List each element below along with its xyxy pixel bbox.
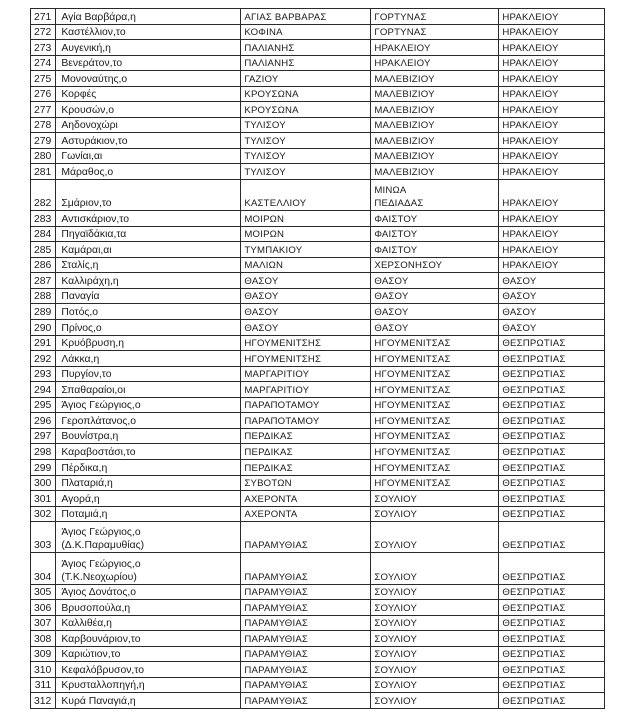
settlement-name-cell-line-1: Άγιος Γεώργιος,ο (61, 527, 141, 539)
community-cell: ΠΕΡΔΙΚΑΣ (241, 428, 371, 444)
row-number-cell: 298 (31, 444, 56, 460)
row-number-cell: 301 (31, 491, 56, 507)
community-cell: ΚΑΣΤΕΛΛΙΟΥ (241, 180, 371, 211)
row-number-cell: 272 (31, 24, 56, 40)
regional-unit-cell: ΘΕΣΠΡΩΤΙΑΣ (499, 366, 605, 382)
table-row (31, 55, 605, 71)
row-number-cell: 281 (31, 164, 56, 180)
table-row (31, 413, 605, 429)
community-cell: ΠΕΡΔΙΚΑΣ (241, 459, 371, 475)
settlement-name-cell: Πλαταριά,η (56, 475, 241, 491)
community-cell: ΑΓΙΑΣ ΒΑΡΒΑΡΑΣ (241, 9, 371, 25)
community-cell: ΤΥΛΙΣΟΥ (241, 133, 371, 149)
community-cell: ΠΑΛΙΑΝΗΣ (241, 55, 371, 71)
row-number-cell: 302 (31, 506, 56, 522)
settlement-name-cell: Γωνίαι,αι (56, 148, 241, 164)
row-number-cell: 277 (31, 102, 56, 118)
settlement-name-cell: Αστυράκιον,το (56, 133, 241, 149)
municipality-cell: ΘΑΣΟΥ (371, 273, 499, 289)
community-cell: ΚΟΦΙΝΑ (241, 24, 371, 40)
community-cell: ΠΑΡΑΜΥΘΙΑΣ (241, 615, 371, 631)
municipality-cell: ΣΟΥΛΙΟΥ (371, 584, 499, 600)
regional-unit-cell: ΘΕΣΠΡΩΤΙΑΣ (499, 646, 605, 662)
regional-unit-cell: ΘΕΣΠΡΩΤΙΑΣ (499, 459, 605, 475)
settlement-name-cell: Λάκκα,η (56, 351, 241, 367)
regional-unit-cell: ΗΡΑΚΛΕΙΟΥ (499, 148, 605, 164)
regional-unit-cell: ΘΕΣΠΡΩΤΙΑΣ (499, 600, 605, 616)
row-number-cell: 310 (31, 662, 56, 678)
table-row (31, 351, 605, 367)
row-number-cell: 291 (31, 335, 56, 351)
row-number-cell: 292 (31, 351, 56, 367)
municipality-cell: ΜΑΛΕΒΙΖΙΟΥ (371, 102, 499, 118)
settlement-name-cell: Καραβοστάσι,το (56, 444, 241, 460)
regional-unit-cell: ΘΕΣΠΡΩΤΙΑΣ (499, 382, 605, 398)
municipality-cell: ΜΑΛΕΒΙΖΙΟΥ (371, 117, 499, 133)
table-row (31, 491, 605, 507)
regional-unit-cell: ΘΕΣΠΡΩΤΙΑΣ (499, 553, 605, 584)
regional-unit-cell: ΗΡΑΚΛΕΙΟΥ (499, 257, 605, 273)
municipality-cell: ΗΓΟΥΜΕΝΙΤΣΑΣ (371, 366, 499, 382)
settlement-name-cell-line-1: Άγιος Γεώργιος,ο (61, 558, 141, 570)
municipality-cell: ΦΑΙΣΤΟΥ (371, 226, 499, 242)
municipality-cell: ΣΟΥΛΙΟΥ (371, 693, 499, 709)
table-row (31, 288, 605, 304)
settlement-name-cell-line-2: (Τ.Κ.Νεοχωρίου) (61, 571, 137, 583)
community-cell: ΗΓΟΥΜΕΝΙΤΣΗΣ (241, 351, 371, 367)
table-row (31, 335, 605, 351)
regional-unit-cell: ΗΡΑΚΛΕΙΟΥ (499, 86, 605, 102)
row-number-cell: 285 (31, 242, 56, 258)
table-row (31, 211, 605, 227)
settlement-name-cell: Παναγία (56, 288, 241, 304)
table-row (31, 584, 605, 600)
settlement-name-cell: Πέρδικα,η (56, 459, 241, 475)
municipality-cell: ΣΟΥΛΙΟΥ (371, 506, 499, 522)
settlement-name-cell: Σταλίς,η (56, 257, 241, 273)
row-number-cell: 280 (31, 148, 56, 164)
table-row (31, 366, 605, 382)
community-cell: ΠΑΡΑΠΟΤΑΜΟΥ (241, 413, 371, 429)
table-body (31, 9, 605, 709)
settlement-name-cell: Αντισκάριον,το (56, 211, 241, 227)
municipality-cell: ΗΓΟΥΜΕΝΙΤΣΑΣ (371, 397, 499, 413)
municipality-cell: ΜΑΛΕΒΙΖΙΟΥ (371, 164, 499, 180)
community-cell: ΠΑΡΑΠΟΤΑΜΟΥ (241, 397, 371, 413)
community-cell: ΗΓΟΥΜΕΝΙΤΣΗΣ (241, 335, 371, 351)
table-row (31, 86, 605, 102)
regional-unit-cell: ΘΕΣΠΡΩΤΙΑΣ (499, 631, 605, 647)
settlement-name-cell: Κρυόβρυση,η (56, 335, 241, 351)
settlement-name-cell: Αγορά,η (56, 491, 241, 507)
settlement-name-cell: Κυρά Παναγιά,η (56, 693, 241, 709)
table-row (31, 117, 605, 133)
municipality-cell: ΓΟΡΤΥΝΑΣ (371, 9, 499, 25)
table-row (31, 506, 605, 522)
municipality-cell: ΜΑΛΕΒΙΖΙΟΥ (371, 86, 499, 102)
table-row (31, 180, 605, 211)
municipality-cell: ΦΑΙΣΤΟΥ (371, 242, 499, 258)
table-row (31, 273, 605, 289)
row-number-cell: 271 (31, 9, 56, 25)
municipality-cell: ΣΟΥΛΙΟΥ (371, 491, 499, 507)
settlement-name-cell: Πρίνος,ο (56, 320, 241, 336)
regional-unit-cell: ΗΡΑΚΛΕΙΟΥ (499, 117, 605, 133)
regional-unit-cell: ΘΕΣΠΡΩΤΙΑΣ (499, 491, 605, 507)
settlement-name-cell: Ποτός,ο (56, 304, 241, 320)
regional-unit-cell: ΘΕΣΠΡΩΤΙΑΣ (499, 413, 605, 429)
regional-unit-cell: ΘΕΣΠΡΩΤΙΑΣ (499, 444, 605, 460)
community-cell: ΣΥΒΟΤΩΝ (241, 475, 371, 491)
row-number-cell: 287 (31, 273, 56, 289)
settlement-name-cell (56, 553, 241, 584)
table-row (31, 304, 605, 320)
row-number-cell: 297 (31, 428, 56, 444)
settlement-name-cell: Καμάραι,αι (56, 242, 241, 258)
municipality-cell: ΣΟΥΛΙΟΥ (371, 677, 499, 693)
municipality-cell: ΣΟΥΛΙΟΥ (371, 600, 499, 616)
regional-unit-cell: ΗΡΑΚΛΕΙΟΥ (499, 55, 605, 71)
row-number-cell: 274 (31, 55, 56, 71)
row-number-cell: 293 (31, 366, 56, 382)
community-cell: ΚΡΟΥΣΩΝΑ (241, 86, 371, 102)
municipality-cell: ΘΑΣΟΥ (371, 304, 499, 320)
municipality-cell: ΣΟΥΛΙΟΥ (371, 615, 499, 631)
settlement-name-cell: Πυργίον,το (56, 366, 241, 382)
regional-unit-cell: ΘΕΣΠΡΩΤΙΑΣ (499, 335, 605, 351)
community-cell: ΘΑΣΟΥ (241, 273, 371, 289)
municipality-cell: ΗΓΟΥΜΕΝΙΤΣΑΣ (371, 444, 499, 460)
community-cell: ΠΑΡΑΜΥΘΙΑΣ (241, 693, 371, 709)
table-row (31, 257, 605, 273)
row-number-cell: 278 (31, 117, 56, 133)
community-cell: ΠΑΡΑΜΥΘΙΑΣ (241, 677, 371, 693)
regional-unit-cell: ΘΕΣΠΡΩΤΙΑΣ (499, 693, 605, 709)
settlement-name-cell: Γεροπλάτανος,ο (56, 413, 241, 429)
settlement-name-cell: Άγιος Γεώργιος,ο (56, 397, 241, 413)
municipality-cell: ΗΓΟΥΜΕΝΙΤΣΑΣ (371, 413, 499, 429)
row-number-cell: 311 (31, 677, 56, 693)
settlement-name-cell: Μάραθος,ο (56, 164, 241, 180)
community-cell: ΑΧΕΡΟΝΤΑ (241, 491, 371, 507)
table-row (31, 459, 605, 475)
municipality-cell: ΜΑΛΕΒΙΖΙΟΥ (371, 148, 499, 164)
municipality-cell: ΗΓΟΥΜΕΝΙΤΣΑΣ (371, 475, 499, 491)
settlement-name-cell: Πηγαϊδάκια,τα (56, 226, 241, 242)
community-cell: ΜΟΙΡΩΝ (241, 226, 371, 242)
municipality-cell: ΦΑΙΣΤΟΥ (371, 211, 499, 227)
table-row (31, 444, 605, 460)
municipality-cell: ΣΟΥΛΙΟΥ (371, 631, 499, 647)
regional-unit-cell: ΗΡΑΚΛΕΙΟΥ (499, 133, 605, 149)
row-number-cell: 312 (31, 693, 56, 709)
row-number-cell: 304 (31, 553, 56, 584)
municipality-cell: ΣΟΥΛΙΟΥ (371, 522, 499, 553)
municipality-cell: ΜΑΛΕΒΙΖΙΟΥ (371, 71, 499, 87)
community-cell: ΠΑΡΑΜΥΘΙΑΣ (241, 662, 371, 678)
table-row (31, 40, 605, 56)
community-cell: ΤΥΛΙΣΟΥ (241, 148, 371, 164)
settlements-table-container (30, 8, 605, 709)
settlement-name-cell: Βουνίστρα,η (56, 428, 241, 444)
table-row (31, 677, 605, 693)
settlement-name-cell (56, 522, 241, 553)
community-cell: ΜΑΡΓΑΡΙΤΙΟΥ (241, 382, 371, 398)
table-row (31, 662, 605, 678)
regional-unit-cell: ΗΡΑΚΛΕΙΟΥ (499, 180, 605, 211)
settlement-name-cell: Καρβουνάριον,το (56, 631, 241, 647)
community-cell: ΤΥΜΠΑΚΙΟΥ (241, 242, 371, 258)
row-number-cell: 303 (31, 522, 56, 553)
table-row (31, 102, 605, 118)
settlement-name-cell: Σμάριον,το (56, 180, 241, 211)
municipality-cell: ΓΟΡΤΥΝΑΣ (371, 24, 499, 40)
municipality-cell: ΗΓΟΥΜΕΝΙΤΣΑΣ (371, 335, 499, 351)
municipality-cell: ΗΡΑΚΛΕΙΟΥ (371, 55, 499, 71)
settlement-name-cell: Κρυσταλλοπηγή,η (56, 677, 241, 693)
table-row (31, 693, 605, 709)
table-row (31, 646, 605, 662)
settlements-table (30, 8, 605, 709)
regional-unit-cell: ΘΕΣΠΡΩΤΙΑΣ (499, 397, 605, 413)
municipality-cell: ΘΑΣΟΥ (371, 320, 499, 336)
community-cell: ΜΑΛΙΩΝ (241, 257, 371, 273)
settlement-name-cell: Μονοναύτης,ο (56, 71, 241, 87)
table-row (31, 553, 605, 584)
table-row (31, 133, 605, 149)
settlement-name-cell: Καριώτιον,το (56, 646, 241, 662)
community-cell: ΠΑΡΑΜΥΘΙΑΣ (241, 553, 371, 584)
table-row (31, 164, 605, 180)
municipality-cell: ΧΕΡΣΟΝΗΣΟΥ (371, 257, 499, 273)
regional-unit-cell: ΘΕΣΠΡΩΤΙΑΣ (499, 351, 605, 367)
row-number-cell: 284 (31, 226, 56, 242)
municipality-cell: ΣΟΥΛΙΟΥ (371, 646, 499, 662)
municipality-cell: ΗΓΟΥΜΕΝΙΤΣΑΣ (371, 351, 499, 367)
regional-unit-cell: ΘΕΣΠΡΩΤΙΑΣ (499, 584, 605, 600)
regional-unit-cell: ΘΕΣΠΡΩΤΙΑΣ (499, 677, 605, 693)
settlement-name-cell: Καστέλλιον,το (56, 24, 241, 40)
table-row (31, 242, 605, 258)
regional-unit-cell: ΗΡΑΚΛΕΙΟΥ (499, 24, 605, 40)
settlement-name-cell: Άγιος Δονάτος,ο (56, 584, 241, 600)
row-number-cell: 295 (31, 397, 56, 413)
regional-unit-cell: ΘΑΣΟΥ (499, 320, 605, 336)
municipality-cell-line-1: ΜΙΝΩΑ (374, 185, 407, 197)
table-row (31, 428, 605, 444)
table-row (31, 397, 605, 413)
regional-unit-cell: ΘΕΣΠΡΩΤΙΑΣ (499, 522, 605, 553)
row-number-cell: 282 (31, 180, 56, 211)
row-number-cell: 289 (31, 304, 56, 320)
table-row (31, 226, 605, 242)
table-row (31, 600, 605, 616)
municipality-cell: ΗΓΟΥΜΕΝΙΤΣΑΣ (371, 459, 499, 475)
row-number-cell: 299 (31, 459, 56, 475)
settlement-name-cell: Αηδονοχώρι (56, 117, 241, 133)
row-number-cell: 276 (31, 86, 56, 102)
regional-unit-cell: ΗΡΑΚΛΕΙΟΥ (499, 40, 605, 56)
regional-unit-cell: ΘΑΣΟΥ (499, 304, 605, 320)
table-row (31, 522, 605, 553)
table-row (31, 631, 605, 647)
municipality-cell: ΗΓΟΥΜΕΝΙΤΣΑΣ (371, 428, 499, 444)
table-row (31, 24, 605, 40)
community-cell: ΚΡΟΥΣΩΝΑ (241, 102, 371, 118)
regional-unit-cell: ΘΑΣΟΥ (499, 273, 605, 289)
regional-unit-cell: ΘΕΣΠΡΩΤΙΑΣ (499, 506, 605, 522)
regional-unit-cell: ΘΑΣΟΥ (499, 288, 605, 304)
community-cell: ΠΑΡΑΜΥΘΙΑΣ (241, 600, 371, 616)
municipality-cell: ΗΡΑΚΛΕΙΟΥ (371, 40, 499, 56)
settlement-name-cell: Αυγενική,η (56, 40, 241, 56)
regional-unit-cell: ΘΕΣΠΡΩΤΙΑΣ (499, 615, 605, 631)
community-cell: ΠΑΡΑΜΥΘΙΑΣ (241, 522, 371, 553)
settlement-name-cell: Κεφαλόβρυσον,το (56, 662, 241, 678)
regional-unit-cell: ΗΡΑΚΛΕΙΟΥ (499, 242, 605, 258)
row-number-cell: 275 (31, 71, 56, 87)
community-cell: ΘΑΣΟΥ (241, 288, 371, 304)
community-cell: ΤΥΛΙΣΟΥ (241, 164, 371, 180)
regional-unit-cell: ΗΡΑΚΛΕΙΟΥ (499, 211, 605, 227)
community-cell: ΜΑΡΓΑΡΙΤΙΟΥ (241, 366, 371, 382)
row-number-cell: 306 (31, 600, 56, 616)
table-row (31, 9, 605, 25)
community-cell: ΠΑΡΑΜΥΘΙΑΣ (241, 646, 371, 662)
row-number-cell: 283 (31, 211, 56, 227)
row-number-cell: 294 (31, 382, 56, 398)
row-number-cell: 279 (31, 133, 56, 149)
table-row (31, 615, 605, 631)
community-cell: ΓΑΖΙΟΥ (241, 71, 371, 87)
municipality-cell (371, 180, 499, 211)
settlement-name-cell: Βρυσοπούλα,η (56, 600, 241, 616)
row-number-cell: 288 (31, 288, 56, 304)
regional-unit-cell: ΗΡΑΚΛΕΙΟΥ (499, 9, 605, 25)
row-number-cell: 290 (31, 320, 56, 336)
table-row (31, 475, 605, 491)
row-number-cell: 309 (31, 646, 56, 662)
municipality-cell: ΣΟΥΛΙΟΥ (371, 662, 499, 678)
community-cell: ΘΑΣΟΥ (241, 304, 371, 320)
regional-unit-cell: ΘΕΣΠΡΩΤΙΑΣ (499, 475, 605, 491)
municipality-cell-line-2: ΠΕΔΙΑΔΑΣ (374, 198, 424, 210)
settlement-name-cell: Ποταμιά,η (56, 506, 241, 522)
row-number-cell: 307 (31, 615, 56, 631)
settlement-name-cell: Σπαθαραίοι,οι (56, 382, 241, 398)
row-number-cell: 300 (31, 475, 56, 491)
regional-unit-cell: ΗΡΑΚΛΕΙΟΥ (499, 102, 605, 118)
regional-unit-cell: ΗΡΑΚΛΕΙΟΥ (499, 71, 605, 87)
community-cell: ΠΑΡΑΜΥΘΙΑΣ (241, 631, 371, 647)
municipality-cell: ΜΑΛΕΒΙΖΙΟΥ (371, 133, 499, 149)
settlement-name-cell-line-2: (Δ.Κ.Παραμυθίας) (61, 540, 145, 552)
community-cell: ΠΑΛΙΑΝΗΣ (241, 40, 371, 56)
community-cell: ΜΟΙΡΩΝ (241, 211, 371, 227)
settlement-name-cell: Αγία Βαρβάρα,η (56, 9, 241, 25)
municipality-cell: ΣΟΥΛΙΟΥ (371, 553, 499, 584)
row-number-cell: 305 (31, 584, 56, 600)
table-row (31, 148, 605, 164)
municipality-cell: ΗΓΟΥΜΕΝΙΤΣΑΣ (371, 382, 499, 398)
regional-unit-cell: ΘΕΣΠΡΩΤΙΑΣ (499, 662, 605, 678)
settlement-name-cell: Βενεράτον,το (56, 55, 241, 71)
municipality-cell: ΘΑΣΟΥ (371, 288, 499, 304)
regional-unit-cell: ΘΕΣΠΡΩΤΙΑΣ (499, 428, 605, 444)
regional-unit-cell: ΗΡΑΚΛΕΙΟΥ (499, 164, 605, 180)
table-row (31, 71, 605, 87)
community-cell: ΤΥΛΙΣΟΥ (241, 117, 371, 133)
table-row (31, 382, 605, 398)
row-number-cell: 286 (31, 257, 56, 273)
row-number-cell: 273 (31, 40, 56, 56)
settlement-name-cell: Κορφές (56, 86, 241, 102)
settlement-name-cell: Κρουσών,ο (56, 102, 241, 118)
community-cell: ΘΑΣΟΥ (241, 320, 371, 336)
community-cell: ΠΕΡΔΙΚΑΣ (241, 444, 371, 460)
regional-unit-cell: ΗΡΑΚΛΕΙΟΥ (499, 226, 605, 242)
row-number-cell: 308 (31, 631, 56, 647)
community-cell: ΑΧΕΡΟΝΤΑ (241, 506, 371, 522)
row-number-cell: 296 (31, 413, 56, 429)
community-cell: ΠΑΡΑΜΥΘΙΑΣ (241, 584, 371, 600)
table-row (31, 320, 605, 336)
settlement-name-cell: Καλλιθέα,η (56, 615, 241, 631)
settlement-name-cell: Καλλιράχη,η (56, 273, 241, 289)
